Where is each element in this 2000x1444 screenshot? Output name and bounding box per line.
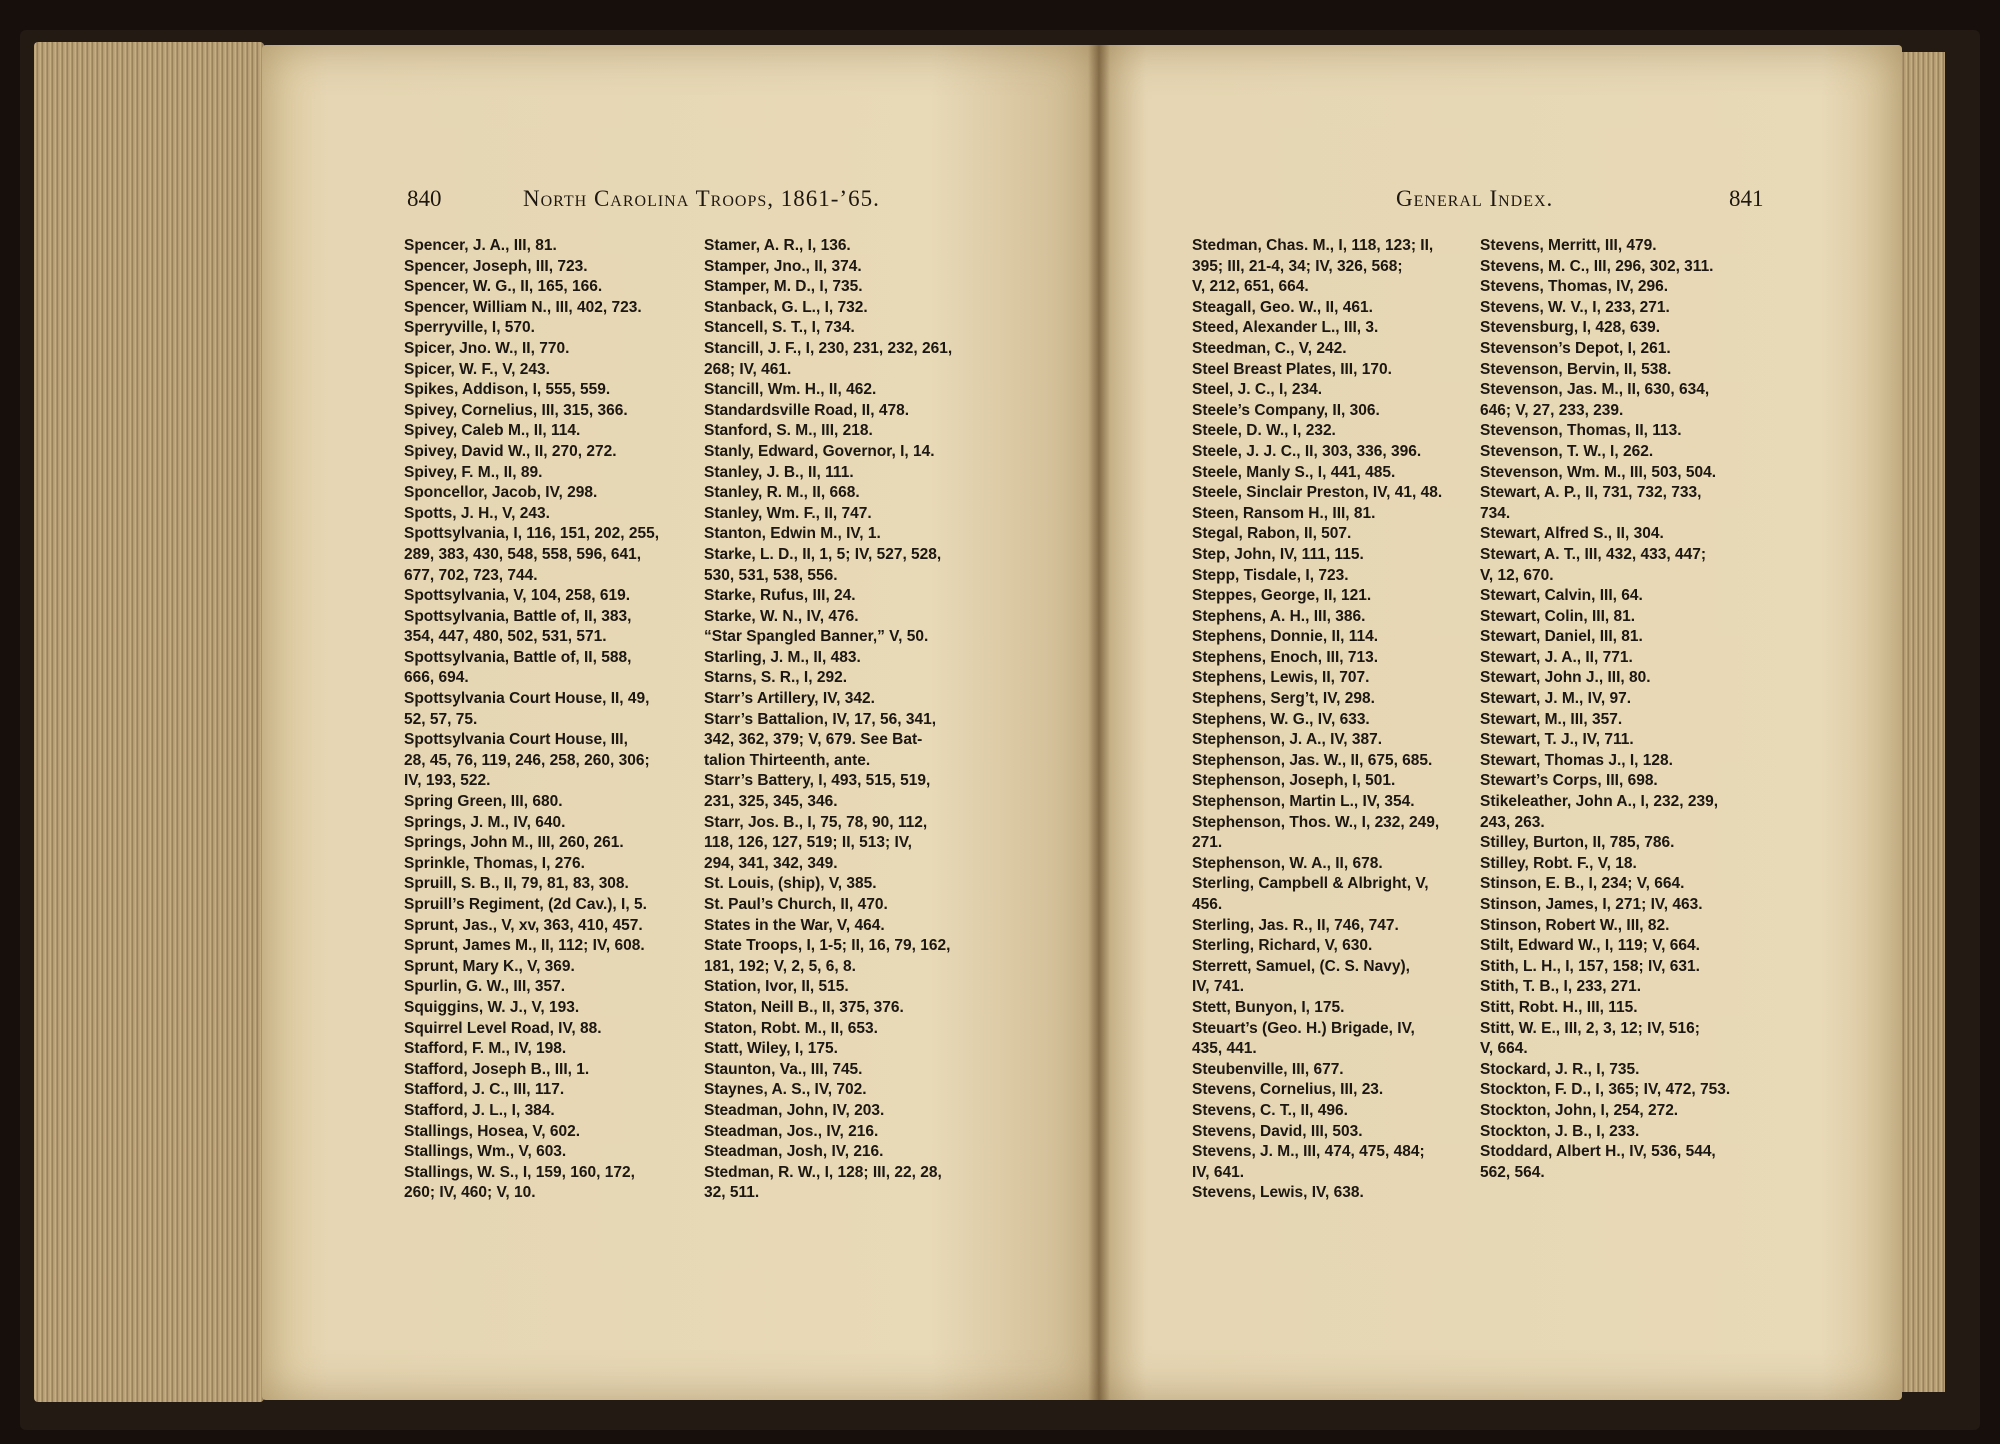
index-entry: State Troops, I, 1-5; II, 16, 79, 162, — [704, 937, 951, 955]
index-entry: Stephens, Donnie, II, 114. — [1192, 628, 1379, 646]
index-entry: Stilt, Edward W., I, 119; V, 664. — [1480, 937, 1700, 955]
index-entry: 677, 702, 723, 744. — [404, 566, 538, 584]
index-entry: Steele, J. J. C., II, 303, 336, 396. — [1192, 442, 1422, 460]
index-entry: Sprunt, Mary K., V, 369. — [404, 957, 575, 975]
index-entry: Stallings, Wm., V, 603. — [404, 1143, 567, 1161]
index-entry: Stanley, Wm. F., II, 747. — [704, 504, 872, 522]
index-entry: Station, Ivor, II, 515. — [704, 978, 849, 996]
index-entry: Staynes, A. S., IV, 702. — [704, 1081, 867, 1099]
index-entry: Sperryville, I, 570. — [404, 319, 535, 337]
index-entry: 181, 192; V, 2, 5, 6, 8. — [704, 957, 856, 975]
index-entry: Stewart, A. T., III, 432, 433, 447; — [1480, 545, 1707, 563]
index-entry: Stith, L. H., I, 157, 158; IV, 631. — [1480, 957, 1700, 975]
index-entry: Sterrett, Samuel, (C. S. Navy), — [1192, 957, 1410, 975]
index-entry: Stanley, J. B., II, 111. — [704, 463, 854, 481]
index-entry: Starr’s Artillery, IV, 342. — [704, 690, 875, 708]
index-entry: Steuart’s (Geo. H.) Brigade, IV, — [1192, 1019, 1415, 1037]
index-entry: Stegal, Rabon, II, 507. — [1192, 525, 1352, 543]
index-entry: 268; IV, 461. — [704, 360, 792, 378]
index-entry: Spruill’s Regiment, (2d Cav.), I, 5. — [404, 896, 647, 913]
index-entry: 28, 45, 76, 119, 246, 258, 260, 306; — [404, 751, 650, 769]
index-entry: Spottsylvania Court House, III, — [404, 731, 628, 749]
page-edges-left — [34, 42, 264, 1402]
index-entry: Stewart, Calvin, III, 64. — [1480, 587, 1643, 605]
index-entry: Spottsylvania, Battle of, II, 383, — [404, 607, 632, 625]
index-entry: Stevenson, Jas. M., II, 630, 634, — [1480, 381, 1710, 399]
index-entry: Spencer, J. A., III, 81. — [404, 237, 557, 254]
index-entry: Spurlin, G. W., III, 357. — [404, 978, 566, 996]
book-gutter — [1088, 45, 1110, 1400]
index-entry: Staton, Neill B., II, 375, 376. — [704, 998, 904, 1016]
index-entry: 734. — [1480, 504, 1511, 522]
index-entry: Stewart, Thomas J., I, 128. — [1480, 751, 1673, 769]
index-entry: Sprunt, James M., II, 112; IV, 608. — [404, 937, 645, 955]
index-entry: Spicer, W. F., V, 243. — [404, 360, 550, 378]
index-entry: Stikeleather, John A., I, 232, 239, — [1480, 793, 1719, 811]
index-entry: Starling, J. M., II, 483. — [704, 648, 861, 666]
index-entry: V, 12, 670. — [1480, 566, 1554, 584]
index-entry: Steppes, George, II, 121. — [1192, 587, 1372, 605]
index-entry: Stewart, Colin, III, 81. — [1480, 607, 1636, 625]
index-entry: Stewart, T. J., IV, 711. — [1480, 731, 1634, 749]
index-entry: Stitt, W. E., III, 2, 3, 12; IV, 516; — [1480, 1019, 1700, 1037]
index-entry: Stephens, Lewis, II, 707. — [1192, 669, 1370, 687]
right-page-number: 841 — [1729, 186, 1764, 211]
index-entry: Stamer, A. R., I, 136. — [704, 237, 851, 254]
index-entry: Stett, Bunyon, I, 175. — [1192, 998, 1345, 1016]
index-entry: Stevens, M. C., III, 296, 302, 311. — [1480, 257, 1714, 275]
index-entry: Steadman, Josh, IV, 216. — [704, 1143, 884, 1161]
index-entry: Stewart, John J., III, 80. — [1480, 669, 1651, 687]
index-entry: Spivey, F. M., II, 89. — [404, 463, 543, 481]
index-entry: Stancill, Wm. H., II, 462. — [704, 381, 877, 399]
index-entry: Starr, Jos. B., I, 75, 78, 90, 112, — [704, 813, 928, 831]
index-entry: Starke, L. D., II, 1, 5; IV, 527, 528, — [704, 545, 942, 563]
index-entry: Stevenson, T. W., I, 262. — [1480, 442, 1654, 460]
index-entry: Stewart, A. P., II, 731, 732, 733, — [1480, 484, 1702, 502]
index-entry: Stephenson, W. A., II, 678. — [1192, 854, 1383, 872]
left-page-column-2 — [704, 236, 1004, 1204]
index-entry: Stamper, Jno., II, 374. — [704, 257, 862, 275]
index-entry: States in the War, V, 464. — [704, 916, 885, 934]
index-entry: Sprinkle, Thomas, I, 276. — [404, 854, 585, 872]
left-running-head: North Carolina Troops, 1861-’65. — [523, 186, 880, 211]
index-entry: Steagall, Geo. W., II, 461. — [1192, 298, 1373, 316]
index-entry: 342, 362, 379; V, 679. See Bat- — [704, 731, 923, 749]
index-entry: Stafford, J. C., III, 117. — [404, 1081, 565, 1099]
index-entry: Stevens, David, III, 503. — [1192, 1122, 1363, 1140]
index-entry: Spottsylvania, Battle of, II, 588, — [404, 648, 632, 666]
index-entry: Spivey, Caleb M., II, 114. — [404, 422, 581, 440]
index-entry: 260; IV, 460; V, 10. — [404, 1184, 536, 1202]
index-entry: Stevenson, Thomas, II, 113. — [1480, 422, 1682, 440]
index-entry: Stevens, Thomas, IV, 296. — [1480, 278, 1669, 296]
index-entry: Steel Breast Plates, III, 170. — [1192, 360, 1392, 378]
index-entry: IV, 193, 522. — [404, 772, 491, 790]
index-entry: Steed, Alexander L., III, 3. — [1192, 319, 1379, 337]
index-entry: 530, 531, 538, 556. — [704, 566, 838, 584]
index-entry: St. Paul’s Church, II, 470. — [704, 896, 888, 913]
index-entry: 646; V, 27, 233, 239. — [1480, 401, 1624, 419]
index-entry: 395; III, 21-4, 34; IV, 326, 568; — [1192, 257, 1403, 275]
index-entry: Steele’s Company, II, 306. — [1192, 401, 1380, 419]
index-entry: Steele, Manly S., I, 441, 485. — [1192, 463, 1396, 481]
index-entry: 294, 341, 342, 349. — [704, 854, 838, 872]
index-entry: Spikes, Addison, I, 555, 559. — [404, 381, 611, 399]
index-entry: Stockton, John, I, 254, 272. — [1480, 1101, 1679, 1119]
index-entry: Standardsville Road, II, 478. — [704, 401, 910, 419]
index-entry: 456. — [1192, 896, 1223, 913]
index-entry: Steele, D. W., I, 232. — [1192, 422, 1336, 440]
index-entry: Stevenson, Bervin, II, 538. — [1480, 360, 1672, 378]
index-entry: Stilley, Robt. F., V, 18. — [1480, 854, 1637, 872]
index-entry: Stephens, A. H., III, 386. — [1192, 607, 1366, 625]
index-entry: Springs, John M., III, 260, 261. — [404, 834, 624, 852]
index-entry: Stallings, W. S., I, 159, 160, 172, — [404, 1163, 635, 1181]
index-entry: Steubenville, III, 677. — [1192, 1060, 1344, 1078]
index-entry: 243, 263. — [1480, 813, 1545, 831]
index-entry: Stanford, S. M., III, 218. — [704, 422, 873, 440]
index-entry: Stephens, Serg’t, IV, 298. — [1192, 690, 1375, 708]
index-entry: Stockard, J. R., I, 735. — [1480, 1060, 1640, 1078]
index-entry: 562, 564. — [1480, 1163, 1545, 1181]
index-entry: Steedman, C., V, 242. — [1192, 339, 1347, 357]
index-entry: 32, 511. — [704, 1184, 760, 1202]
page-edges-right — [1900, 52, 1945, 1392]
index-entry: Stallings, Hosea, V, 602. — [404, 1122, 581, 1140]
index-entry: Steadman, Jos., IV, 216. — [704, 1122, 879, 1140]
index-entry: Steen, Ransom H., III, 81. — [1192, 504, 1376, 522]
index-entry: Squiggins, W. J., V, 193. — [404, 998, 580, 1016]
index-entry: Stanback, G. L., I, 732. — [704, 298, 868, 316]
index-entry: Step, John, IV, 111, 115. — [1192, 545, 1364, 563]
index-entry: “Star Spangled Banner,” V, 50. — [704, 628, 929, 646]
index-entry: 289, 383, 430, 548, 558, 596, 641, — [404, 545, 642, 563]
index-entry: Steadman, John, IV, 203. — [704, 1101, 885, 1119]
index-entry: Stafford, Joseph B., III, 1. — [404, 1060, 590, 1078]
index-entry: Stewart, Alfred S., II, 304. — [1480, 525, 1664, 543]
index-entry: St. Louis, (ship), V, 385. — [704, 875, 877, 893]
index-entry: Sterling, Richard, V, 630. — [1192, 937, 1373, 955]
index-entry: Stevens, W. V., I, 233, 271. — [1480, 298, 1670, 316]
index-entry: Starr’s Battery, I, 493, 515, 519, — [704, 772, 931, 790]
index-entry: talion Thirteenth, ante. — [704, 751, 871, 769]
index-entry: Spicer, Jno. W., II, 770. — [404, 339, 570, 357]
index-entry: Stevens, J. M., III, 474, 475, 484; — [1192, 1143, 1425, 1161]
index-entry: Stedman, R. W., I, 128; III, 22, 28, — [704, 1163, 942, 1181]
index-entry: Stephenson, Thos. W., I, 232, 249, — [1192, 813, 1440, 831]
index-entry: 435, 441. — [1192, 1040, 1257, 1058]
index-entry: V, 212, 651, 664. — [1192, 278, 1309, 296]
index-entry: Stephenson, J. A., IV, 387. — [1192, 731, 1383, 749]
index-entry: 118, 126, 127, 519; II, 513; IV, — [704, 834, 912, 852]
index-entry: Stevensburg, I, 428, 639. — [1480, 319, 1661, 337]
index-entry: Stephenson, Martin L., IV, 354. — [1192, 793, 1415, 811]
index-entry: Squirrel Level Road, IV, 88. — [404, 1019, 602, 1037]
index-entry: Spottsylvania, V, 104, 258, 619. — [404, 587, 631, 605]
index-entry: Staton, Robt. M., II, 653. — [704, 1019, 878, 1037]
index-entry: Stamper, M. D., I, 735. — [704, 278, 863, 296]
index-entry: Stanly, Edward, Governor, I, 14. — [704, 442, 935, 460]
index-entry: Stewart, Daniel, III, 81. — [1480, 628, 1643, 646]
index-entry: Stockton, F. D., I, 365; IV, 472, 753. — [1480, 1081, 1731, 1099]
index-entry: Stephens, W. G., IV, 633. — [1192, 710, 1370, 728]
index-entry: Stewart, J. A., II, 771. — [1480, 648, 1633, 666]
index-entry: Statt, Wiley, I, 175. — [704, 1040, 838, 1058]
index-entry: Spencer, William N., III, 402, 723. — [404, 298, 642, 316]
index-entry: Stafford, J. L., I, 384. — [404, 1101, 555, 1119]
index-entry: Stilley, Burton, II, 785, 786. — [1480, 834, 1675, 852]
index-entry: Sterling, Campbell & Albright, V, — [1192, 875, 1429, 893]
left-page-column-1 — [404, 236, 699, 1204]
left-page-number: 840 — [407, 186, 442, 211]
index-entry: Stancill, J. F., I, 230, 231, 232, 261, — [704, 339, 953, 357]
index-entry: Stewart, J. M., IV, 97. — [1480, 690, 1632, 708]
index-entry: Stinson, Robert W., III, 82. — [1480, 916, 1670, 934]
index-entry: Spencer, Joseph, III, 723. — [404, 257, 588, 275]
index-entry: 271. — [1192, 834, 1223, 852]
index-entry: Stevens, Merritt, III, 479. — [1480, 237, 1657, 254]
index-entry: Spottsylvania Court House, II, 49, — [404, 690, 650, 708]
index-entry: V, 664. — [1480, 1040, 1528, 1058]
index-entry: Sterling, Jas. R., II, 746, 747. — [1192, 916, 1399, 934]
index-entry: Stepp, Tisdale, I, 723. — [1192, 566, 1349, 584]
index-entry: Spotts, J. H., V, 243. — [404, 504, 550, 522]
index-entry: Stevenson’s Depot, I, 261. — [1480, 339, 1671, 357]
index-entry: Stevens, Lewis, IV, 638. — [1192, 1184, 1364, 1202]
index-entry: Steel, J. C., I, 234. — [1192, 381, 1323, 399]
index-entry: Stevens, Cornelius, III, 23. — [1192, 1081, 1384, 1099]
index-entry: Stedman, Chas. M., I, 118, 123; II, — [1192, 237, 1434, 254]
index-entry: 52, 57, 75. — [404, 710, 478, 728]
index-entry: Stephenson, Joseph, I, 501. — [1192, 772, 1396, 790]
right-running-head: General Index. — [1396, 186, 1554, 211]
index-entry: Staunton, Va., III, 745. — [704, 1060, 863, 1078]
index-entry: Sprunt, Jas., V, xv, 363, 410, 457. — [404, 916, 643, 934]
index-entry: Stewart, M., III, 357. — [1480, 710, 1623, 728]
index-entry: Stitt, Robt. H., III, 115. — [1480, 998, 1638, 1016]
index-entry: Spivey, Cornelius, III, 315, 366. — [404, 401, 628, 419]
index-entry: Spruill, S. B., II, 79, 81, 83, 308. — [404, 875, 629, 893]
index-entry: Stanley, R. M., II, 668. — [704, 484, 860, 502]
index-entry: Stinson, E. B., I, 234; V, 664. — [1480, 875, 1685, 893]
right-page-column-1 — [1192, 236, 1480, 1204]
index-entry: Springs, J. M., IV, 640. — [404, 813, 566, 831]
index-entry: Spottsylvania, I, 116, 151, 202, 255, — [404, 525, 660, 543]
index-entry: 354, 447, 480, 502, 531, 571. — [404, 628, 607, 646]
index-entry: Starke, Rufus, III, 24. — [704, 587, 856, 605]
index-entry: Spencer, W. G., II, 165, 166. — [404, 278, 603, 296]
index-entry: IV, 741. — [1192, 978, 1245, 996]
right-page-column-2 — [1480, 236, 1780, 1183]
index-entry: Stewart’s Corps, III, 698. — [1480, 772, 1658, 790]
index-entry: IV, 641. — [1192, 1163, 1245, 1181]
index-entry: 231, 325, 345, 346. — [704, 793, 838, 811]
index-entry: Stanton, Edwin M., IV, 1. — [704, 525, 881, 543]
index-entry: Starke, W. N., IV, 476. — [704, 607, 859, 625]
index-entry: Stafford, F. M., IV, 198. — [404, 1040, 567, 1058]
index-entry: Stith, T. B., I, 233, 271. — [1480, 978, 1642, 996]
index-entry: Stoddard, Albert H., IV, 536, 544, — [1480, 1143, 1716, 1161]
index-entry: Stancell, S. T., I, 734. — [704, 319, 855, 337]
index-entry: Steele, Sinclair Preston, IV, 41, 48. — [1192, 484, 1443, 502]
index-entry: Stevens, C. T., II, 496. — [1192, 1101, 1348, 1119]
index-entry: Sponcellor, Jacob, IV, 298. — [404, 484, 598, 502]
index-entry: 666, 694. — [404, 669, 469, 687]
index-entry: Stockton, J. B., I, 233. — [1480, 1122, 1640, 1140]
index-entry: Stephenson, Jas. W., II, 675, 685. — [1192, 751, 1433, 769]
index-entry: Stevenson, Wm. M., III, 503, 504. — [1480, 463, 1717, 481]
index-entry: Starns, S. R., I, 292. — [704, 669, 848, 687]
index-entry: Spring Green, III, 680. — [404, 793, 563, 811]
index-entry: Starr’s Battalion, IV, 17, 56, 341, — [704, 710, 937, 728]
index-entry: Spivey, David W., II, 270, 272. — [404, 442, 617, 460]
index-entry: Stinson, James, I, 271; IV, 463. — [1480, 896, 1703, 913]
index-entry: Stephens, Enoch, III, 713. — [1192, 648, 1379, 666]
